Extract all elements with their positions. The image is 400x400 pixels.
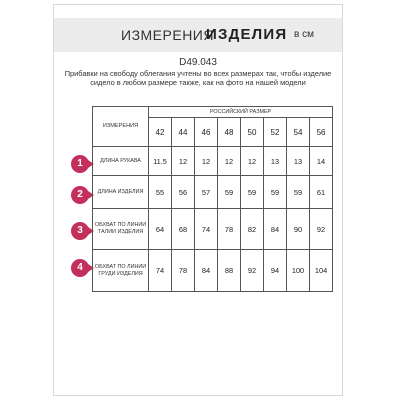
table-cell: 61 [310, 176, 333, 209]
table-cell: 84 [264, 209, 287, 250]
table-cell: 59 [241, 176, 264, 209]
table-row [93, 250, 333, 292]
table-cell: 55 [149, 176, 172, 209]
size-header: 46 [195, 118, 218, 147]
table-cell: 14 [310, 147, 333, 176]
row-badge-3: 3 [71, 222, 89, 240]
table-cell: 13 [264, 147, 287, 176]
size-header: 52 [264, 118, 287, 147]
table-cell: 12 [218, 147, 241, 176]
table-cell: 92 [241, 250, 264, 292]
table-cell: 90 [287, 209, 310, 250]
table-cell: 74 [195, 209, 218, 250]
row-label-garment-length: ДЛИНА ИЗДЕЛИЯ [93, 176, 149, 209]
table-cell: 68 [172, 209, 195, 250]
title-measurements: ИЗМЕРЕНИЯ [121, 27, 214, 43]
size-header: 42 [149, 118, 172, 147]
table-cell: 94 [264, 250, 287, 292]
fit-note: Прибавки на свободу облегания учтены во всех размерах так, чтобы изделие сидело в любом размере также, как на фото на нашей модели [64, 69, 332, 88]
russian-size-header: РОССИЙСКИЙ РАЗМЕР [149, 107, 333, 118]
row-badge-2: 2 [71, 186, 89, 204]
table-cell: 12 [241, 147, 264, 176]
table-cell: 11.5 [149, 147, 172, 176]
size-header: 48 [218, 118, 241, 147]
table-cell: 59 [264, 176, 287, 209]
size-header: 50 [241, 118, 264, 147]
size-chart-card [53, 4, 343, 396]
table-cell: 92 [310, 209, 333, 250]
table-cell: 64 [149, 209, 172, 250]
table-cell: 13 [287, 147, 310, 176]
table-cell: 78 [218, 209, 241, 250]
article-code: D49.043 [179, 57, 217, 68]
table-cell: 78 [172, 250, 195, 292]
row-badge-1: 1 [71, 155, 89, 173]
table-cell: 104 [310, 250, 333, 292]
title-units: в см [294, 29, 314, 40]
title-garment: ИЗДЕЛИЯ [206, 26, 288, 43]
table-cell: 59 [218, 176, 241, 209]
table-cell: 12 [195, 147, 218, 176]
title-band [54, 18, 342, 52]
row-label-chest: ОБХВАТ ПО ЛИНИИ ГРУДИ ИЗДЕЛИЯ [93, 250, 149, 292]
table-cell: 56 [172, 176, 195, 209]
size-header: 56 [310, 118, 333, 147]
row-label-waist: ОБХВАТ ПО ЛИНИИ ТАЛИИ ИЗДЕЛИЯ [93, 209, 149, 250]
table-cell: 82 [241, 209, 264, 250]
size-header: 44 [172, 118, 195, 147]
table-row [93, 147, 333, 176]
measurements-header: ИЗМЕРЕНИЯ [93, 107, 149, 147]
table-cell: 100 [287, 250, 310, 292]
row-badge-4: 4 [71, 259, 89, 277]
row-label-sleeve-length: ДЛИНА РУКАВА [93, 147, 149, 176]
table-cell: 88 [218, 250, 241, 292]
table-cell: 59 [287, 176, 310, 209]
size-header: 54 [287, 118, 310, 147]
table-cell: 84 [195, 250, 218, 292]
table-row [93, 176, 333, 209]
table-cell: 57 [195, 176, 218, 209]
table-cell: 74 [149, 250, 172, 292]
size-table [92, 106, 333, 292]
table-row [93, 209, 333, 250]
table-cell: 12 [172, 147, 195, 176]
